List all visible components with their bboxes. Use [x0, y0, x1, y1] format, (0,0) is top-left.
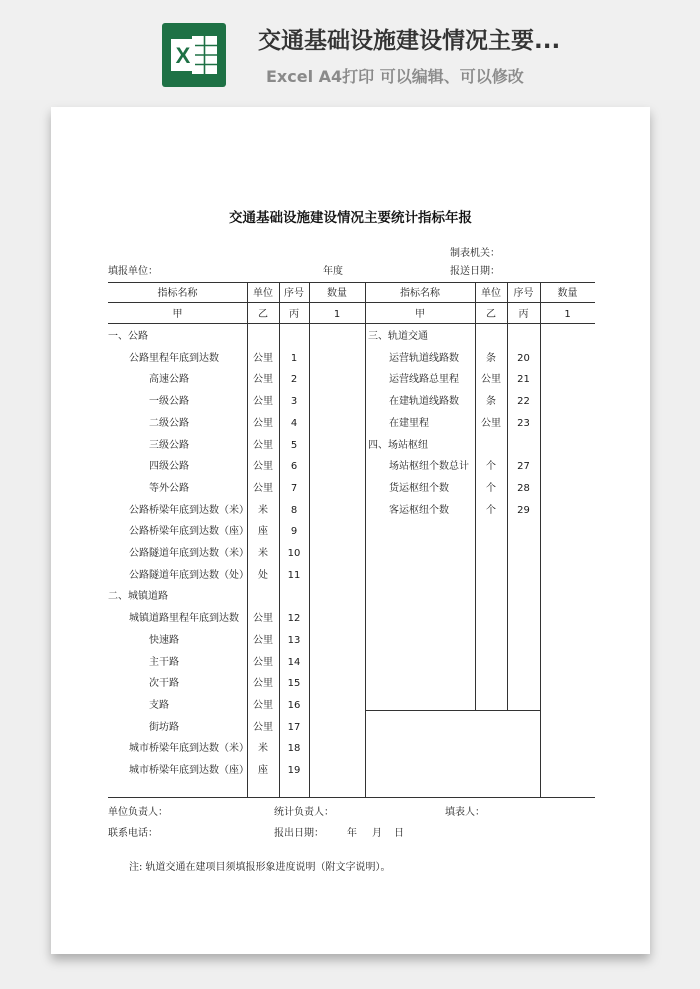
row-seq: 12	[287, 613, 301, 625]
row-name: 城市桥梁年底到达数（米）	[129, 743, 249, 755]
banner-title: 交通基础设施建设情况主要...	[258, 28, 561, 54]
row-seq: 22	[517, 396, 530, 408]
row-seq: 14	[287, 656, 301, 668]
year-label: 年度	[323, 266, 343, 277]
row-seq: 21	[517, 374, 530, 386]
code-qty-left: 1	[333, 309, 341, 320]
header-name-right: 指标名称	[400, 288, 440, 299]
row-unit: 个	[486, 482, 496, 494]
table-hline	[108, 797, 595, 798]
unit-head-label: 单位负责人：	[108, 807, 168, 818]
filler-unit-label: 填报单位：	[108, 266, 158, 277]
row-name: 主干路	[149, 656, 179, 668]
excel-icon	[162, 23, 226, 87]
footnote: 注: 轨道交通在建项目须填报形象进度说明（附文字说明）。	[129, 862, 391, 873]
row-name: 公路桥梁年底到达数（米）	[129, 504, 249, 516]
table-vline	[309, 282, 310, 797]
document-sheet	[51, 107, 650, 954]
row-seq: 2	[290, 374, 298, 386]
row-seq: 15	[287, 678, 301, 690]
row-name: 运营线路总里程	[389, 374, 459, 386]
row-unit: 公里	[253, 678, 273, 690]
row-unit: 公里	[253, 634, 273, 646]
table-hline	[108, 282, 595, 283]
row-name: 一级公路	[149, 396, 189, 408]
document-title: 交通基础设施建设情况主要统计指标年报	[229, 210, 472, 226]
row-name: 一、公路	[108, 331, 148, 342]
row-seq: 4	[290, 417, 298, 429]
row-seq: 27	[517, 461, 530, 473]
header-qty-right: 数量	[557, 288, 578, 299]
row-seq: 10	[287, 548, 301, 559]
stat-head-label: 统计负责人：	[274, 807, 334, 818]
row-seq: 16	[287, 699, 301, 711]
header-seq-right: 序号	[513, 288, 534, 299]
report-out-date-label: 报出日期：	[274, 828, 324, 839]
code-qty-right: 1	[564, 309, 571, 320]
code-seq-left: 丙	[289, 309, 299, 320]
filler-label: 填表人：	[445, 807, 485, 818]
row-seq: 13	[287, 634, 301, 646]
row-name: 高速公路	[149, 374, 189, 386]
code-name-left: 甲	[172, 309, 183, 320]
header-name-left: 指标名称	[157, 288, 198, 299]
table-hline	[365, 710, 540, 711]
row-unit: 米	[258, 504, 268, 516]
row-unit: 公里	[253, 613, 273, 625]
row-seq: 9	[290, 526, 298, 538]
row-unit: 条	[486, 396, 496, 408]
row-unit: 公里	[253, 396, 273, 408]
row-unit: 公里	[253, 656, 273, 668]
row-name: 公路隧道年底到达数（米）	[129, 548, 249, 559]
report-date-label: 报送日期：	[450, 266, 500, 277]
row-unit: 公里	[253, 439, 273, 451]
year-char: 年	[347, 828, 357, 839]
row-name: 公路里程年底到达数	[129, 352, 219, 364]
code-unit-right: 乙	[486, 309, 496, 320]
row-seq: 28	[517, 482, 530, 494]
table-vline	[507, 282, 508, 710]
row-name: 货运枢纽个数	[389, 482, 449, 494]
row-seq: 19	[287, 765, 301, 776]
row-name: 次干路	[149, 678, 179, 690]
row-name: 公路桥梁年底到达数（座）	[129, 526, 249, 538]
row-name: 快速路	[149, 634, 179, 646]
header-banner	[0, 0, 700, 100]
row-unit: 米	[258, 548, 268, 559]
row-seq: 11	[287, 569, 301, 581]
row-seq: 1	[290, 352, 298, 364]
header-seq-left: 序号	[284, 288, 304, 299]
row-name: 二级公路	[149, 417, 189, 429]
row-unit: 座	[258, 765, 268, 776]
row-seq: 8	[290, 504, 298, 516]
row-name: 支路	[149, 699, 169, 711]
row-unit: 座	[258, 526, 268, 538]
row-seq: 18	[287, 743, 301, 755]
row-name: 城市桥梁年底到达数（座）	[129, 765, 249, 776]
row-name: 客运枢纽个数	[389, 504, 449, 516]
row-name: 等外公路	[149, 482, 189, 494]
month-char: 月	[372, 828, 382, 839]
row-name: 三、轨道交通	[368, 331, 428, 342]
row-unit: 公里	[253, 482, 273, 494]
row-unit: 米	[258, 743, 268, 755]
row-seq: 6	[290, 461, 298, 473]
row-name: 在建里程	[389, 417, 429, 429]
phone-label: 联系电话：	[108, 828, 158, 839]
row-seq: 5	[290, 439, 298, 451]
row-seq: 3	[290, 396, 298, 408]
agency-label: 制表机关：	[450, 248, 500, 259]
code-seq-right: 丙	[518, 309, 529, 320]
row-unit: 处	[258, 569, 268, 581]
row-unit: 公里	[253, 721, 273, 733]
row-unit: 条	[486, 352, 496, 364]
row-name: 公路隧道年底到达数（处）	[129, 569, 249, 581]
row-unit: 个	[486, 504, 496, 516]
row-name: 二、城镇道路	[108, 591, 168, 603]
row-unit: 公里	[481, 374, 501, 386]
table-vline	[540, 710, 541, 797]
row-name: 场站枢纽个数总计	[389, 461, 469, 473]
row-unit: 公里	[253, 374, 273, 386]
header-unit-left: 单位	[253, 288, 273, 299]
row-name: 三级公路	[149, 439, 189, 451]
header-qty-left: 数量	[327, 288, 347, 299]
day-char: 日	[394, 828, 404, 839]
row-unit: 公里	[253, 461, 273, 473]
code-name-right: 甲	[415, 309, 425, 320]
header-unit-right: 单位	[481, 288, 501, 299]
row-name: 四级公路	[149, 461, 189, 473]
row-name: 四、场站枢纽	[368, 439, 428, 451]
row-unit: 公里	[253, 352, 273, 364]
svg-text:X: X	[175, 43, 191, 68]
row-seq: 29	[517, 504, 530, 516]
table-hline	[108, 323, 595, 324]
row-unit: 公里	[253, 417, 273, 429]
row-name: 运营轨道线路数	[389, 352, 459, 364]
row-name: 街坊路	[149, 721, 179, 733]
row-name: 城镇道路里程年底到达数	[129, 613, 239, 625]
table-vline	[475, 282, 476, 710]
row-seq: 23	[517, 417, 530, 429]
row-seq: 7	[290, 482, 298, 494]
row-unit: 公里	[481, 417, 501, 429]
row-unit: 公里	[253, 699, 273, 711]
row-unit: 个	[486, 461, 496, 473]
code-unit-left: 乙	[258, 309, 268, 320]
row-seq: 20	[517, 352, 530, 364]
row-name: 在建轨道线路数	[389, 396, 459, 408]
banner-subtitle: Excel A4打印 可以编辑、可以修改	[266, 67, 524, 86]
table-vline	[540, 282, 541, 710]
table-hline	[108, 302, 595, 303]
row-seq: 17	[287, 721, 301, 733]
table-vline	[365, 282, 366, 797]
